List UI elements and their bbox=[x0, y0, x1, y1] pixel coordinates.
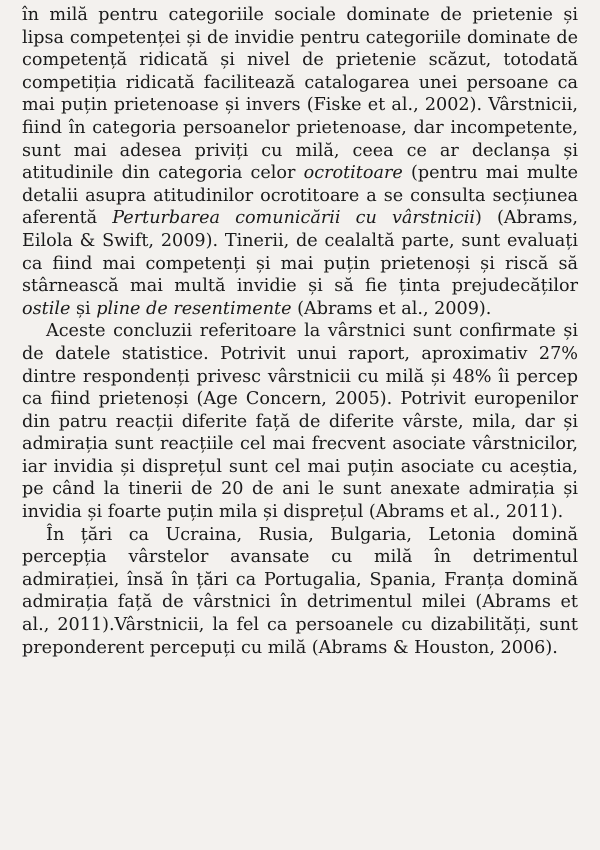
paragraph-3 bbox=[22, 524, 578, 660]
paragraph-2 bbox=[22, 320, 578, 523]
text-run: (pentru mai multe detalii asupra atitudinilor ocrotitoare a se consulta secțiunea aferentă bbox=[22, 163, 578, 229]
body-text bbox=[22, 4, 578, 659]
italic-phrase: ocrotitoare bbox=[303, 163, 403, 184]
text-run: (Abrams et al., 2009). bbox=[291, 298, 492, 319]
italic-phrase: pline de resentimente bbox=[96, 298, 292, 319]
text-run: în milă pentru categoriile sociale dominate de prietenie și lipsa competenței și de invidie pentru categoriile dominate de competență ridicată și nivel de prietenie scăzut, totodată competiția ridicată facilitează catalogarea unei persoane ca mai puțin prietenoase și invers (Fiske et al., 2002). Vârstnicii, fiind în categoria persoanelor prietenoase, dar incompetente, sunt mai adesea priviți cu milă, ceea ce ar declanșa și atitudinile din categoria celor bbox=[22, 5, 578, 184]
text-run: Aceste concluzii referitoare la vârstnici sunt confirmate și de datele statistice. Potrivit unui raport, aproximativ 27% dintre respondenți privesc vârstnicii cu milă și 48% îi percep ca fiind prietenoși (Age Concern, 2005). Potrivit europenilor din patru reacții diferite față de diferite vârste, mila, dar și admirația sunt reacțiile cel mai frecvent asociate vârstnicilor, iar invidia și disprețul sunt cel mai puțin asociate cu aceștia, pe când la tinerii de 20 de ani le sunt anexate admirația și invidia și foarte puțin mila și disprețul (Abrams et al., 2011). bbox=[22, 321, 578, 523]
text-run: În țări ca Ucraina, Rusia, Bulgaria, Letonia domină percepția vârstelor avansate cu milă în detrimentul admirației, însă în țări ca Portugalia, Spania, Franța domină admirația față de vârstnici în detrimentul milei (Abrams et al., 2011).Vârstnicii, la fel ca persoanele cu dizabilități, sunt preponderent percepuți cu milă (Abrams & Houston, 2006). bbox=[22, 524, 578, 658]
paragraph-1 bbox=[22, 4, 578, 320]
text-run: și bbox=[70, 298, 97, 319]
italic-phrase: ostile bbox=[22, 298, 71, 319]
italic-phrase: Perturbarea comunicării cu vârstnicii bbox=[112, 208, 475, 229]
text-run: ) (Abrams, Eilola & Swift, 2009). Tinerii, de cealaltă parte, sunt evaluați ca fiind mai competenți și mai puțin prietenoși și riscă să stârnească mai multă invidie și să fie ținta prejudecăților bbox=[22, 208, 579, 297]
